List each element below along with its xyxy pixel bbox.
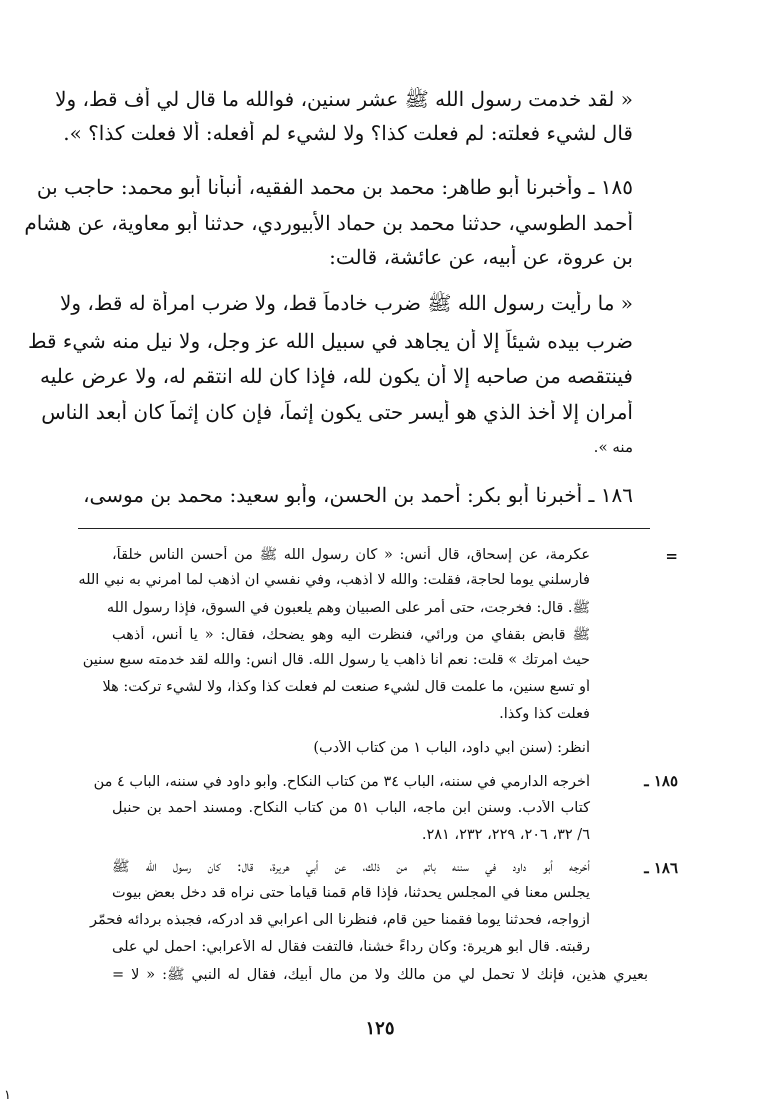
main-text-line: أمران إلا أخذ الذي هو أيسر حتى يكون إثماً، فإن كان إثماً كان أبعد الناس [41,400,633,424]
footnote-line: يجلس معنا في المجلس يحدثنا، فإذا قام قمنا قياماً حتى نراه قد دخل بعض بيوت [112,885,590,901]
footnote-line: أخرجه الدارمي في سننه، الباب ٣٤ من كتاب النكاح. وأبو داود في سننه، الباب ٤ من [93,774,590,790]
footnote-reference: أنظر: (سنن أبي داود، الباب ١ من كتاب الأدب) [313,740,590,756]
main-text-line: بن عروة، عن أبيه، عن عائشة، قالت: [329,245,633,269]
main-text-line: منه ». [593,438,633,456]
footnote-line: فعلت كذا وكذا. [499,706,590,722]
footnote-line: ﷺ. قال: فخرجت، حتى أمر على الصبيان وهم يلعبون في السوق، فإذا رسول الله [106,600,590,616]
footnote-line: عكرمة، عن إسحاق، قال أنس: « كان رسول الله ﷺ من أحسن الناس خلقاً، [112,547,590,563]
footnote-separator [78,528,650,529]
footnote-line: أزواجه، فحدثنا يوماً فقمنا حين قام، فنظرنا الى أعرابي قد أدركه، فجبذه بردائه فحمّر [90,912,590,928]
footnote-line: كتاب الأدب. وسنن ابن ماجه، الباب ٥١ من كتاب النكاح. ومسند أحمد بن حنبل [112,800,590,816]
main-text-line: ضرب بيده شيئاً إلا أن يجاهد في سبيل الله عز وجل، ولا نيل منه شيء قط [28,329,633,353]
footnote-line: بعيري هذين، فإنك لا تحمل لي من مالك ولا من مال أبيك، فقال له النبي ﷺ: « لا = [112,967,648,983]
footnote-line: فأرسلني يوماً لحاجة، فقلت: والله لا أذهب، وفي نفسي ان أذهب لما أمرني به نبي الله [78,572,590,588]
footnote-line: رقبته. قال أبو هريرة: وكان رداءً خشناً، فالتفت فقال له الأعرابي: احمل لي على [112,939,590,955]
footnote-line: حيث أمرتك » قلت: نعم أنا ذاهب يا رسول الله. قال أنس: والله لقد خدمته سبع سنين [82,652,590,668]
footnote-line: ٦/ ٣٢، ٢٠٦، ٢٢٩، ٢٣٢، ٢٨١. [421,827,590,843]
footnote-186-marker: ١٨٦ ـ [644,859,678,877]
footnote-line: أو تسع سنين، ما علمت قال لشيء صنعت لم فعلت كذا وكذا، ولا لشيء تركت: هلا [102,679,590,695]
main-text-line: « لقد خدمت رسول الله ﷺ عشر سنين، فوالله ما قال لي أف قط، ولا [55,87,633,111]
main-text-line: قال لشيء فعلته: لم فعلت كذا؟ ولا لشيء لم أفعله: ألا فعلت كذا؟ ». [63,121,633,145]
edge-mark: ١ [4,1088,11,1103]
main-text-line: أحمد الطوسي، حدثنا محمد بن حماد الأبيوردي، حدثنا أبو معاوية، عن هشام [24,211,633,235]
footnote-continued-marker: = [665,547,678,565]
hadith-186-heading: ١٨٦ ـ أخبرنا أبو بكر: أحمد بن الحسن، وأبو سعيد: محمد بن موسى، [83,483,633,507]
page-number: ١٢٥ [365,1018,395,1039]
footnote-line: أخرجه أبو داود في سننه باتم من ذلك، عن أبي هريرة، قال: كان رسول الله ﷺ [112,859,590,875]
footnote-line: ﷺ قابض بقفاي من ورائي، فنظرت اليه وهو يضحك، فقال: « يا أنس، أذهب [112,627,590,643]
main-text-line: « ما رأيت رسول الله ﷺ ضرب خادماً قط، ولا ضرب امرأة له قط، ولا [59,291,633,315]
footnote-185-marker: ١٨٥ ـ [644,772,678,790]
hadith-185-heading: ١٨٥ ـ وأخبرنا أبو طاهر: محمد بن محمد الفقيه، أنبأنا أبو محمد: حاجب بن [36,175,633,199]
main-text-line: فينتقصه من صاحبه إلا أن يكون لله، فإذا كان لله انتقم له، ولا عرض عليه [40,364,633,388]
